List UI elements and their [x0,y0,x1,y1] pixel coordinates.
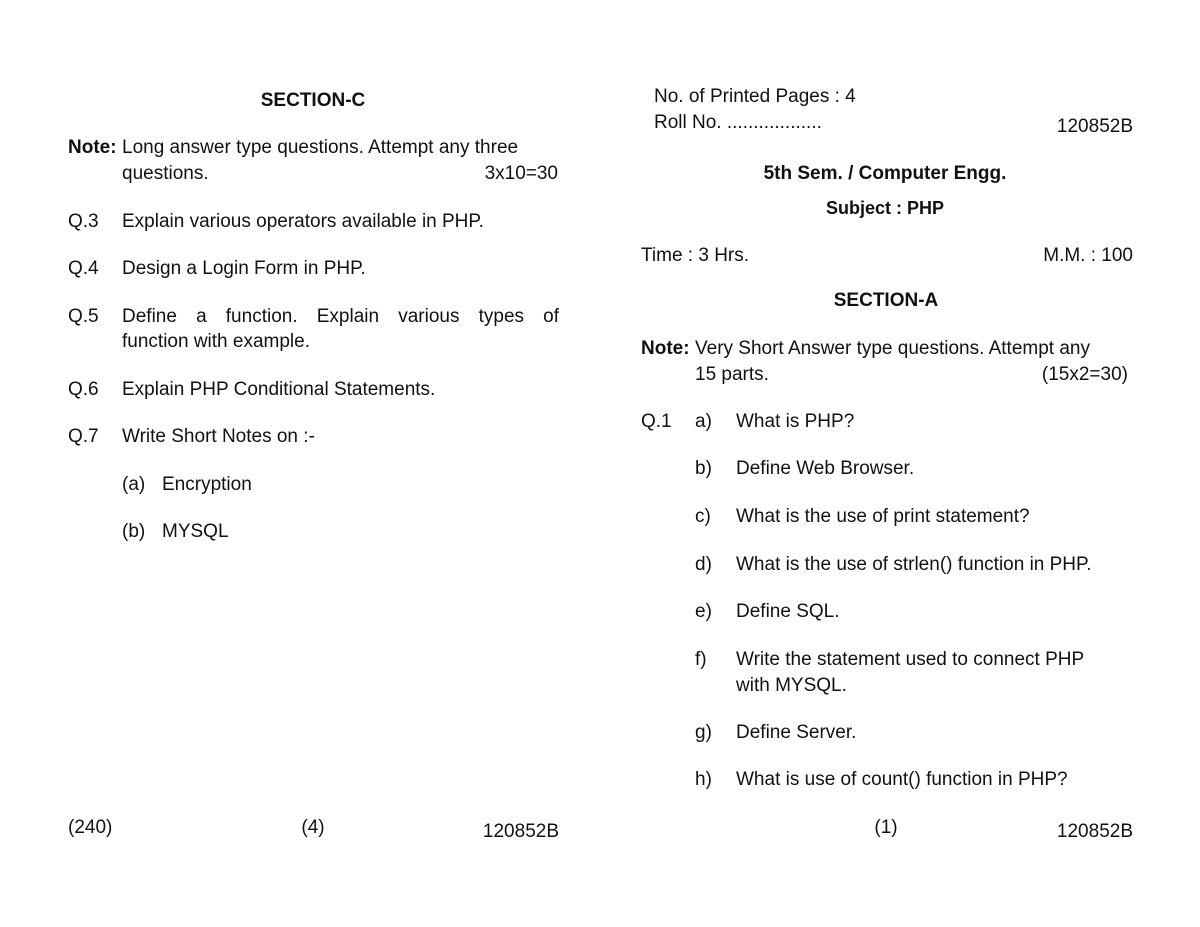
footer-page-number: (4) [301,817,325,838]
part-label: b) [695,458,712,479]
printed-pages: No. of Printed Pages : 4 [654,86,856,107]
footer-code: 120852B [1056,821,1133,842]
question-text-cont: function with example. [122,331,310,352]
note-text: Very Short Answer type questions. Attempt any [695,338,1090,359]
subpart-text: MYSQL [162,521,229,542]
semester-title: 5th Sem. / Computer Engg. [763,163,1007,184]
question-number: Q.1 [641,411,672,432]
note-marks: 3x10=30 [484,163,558,184]
part-text: Define SQL. [736,601,840,622]
question-text: Define a function. Explain various types of [122,306,559,327]
part-label: g) [695,722,712,743]
note-text-cont: 15 parts. [695,364,769,385]
footer-left: (240) [68,817,113,838]
part-text: Write the statement used to connect PHP [736,649,1085,670]
question-text: Write Short Notes on :- [122,426,315,447]
note-text: Long answer type questions. Attempt any three [122,137,519,158]
part-label: f) [695,649,707,670]
subject-title: Subject : PHP [825,198,945,218]
note-marks: (15x2=30) [1041,364,1128,385]
part-text: What is the use of strlen() function in PHP. [736,554,1092,575]
part-text: Define Web Browser. [736,458,915,479]
paper-code: 120852B [1056,116,1133,137]
question-text: Explain various operators available in PHP. [122,211,484,232]
subpart-text: Encryption [162,474,252,495]
section-a-title: SECTION-A [833,290,939,311]
note-label: Note: [641,338,690,359]
part-label: h) [695,769,712,790]
question-number: Q.7 [68,426,99,447]
part-text: What is the use of print statement? [736,506,1030,527]
question-number: Q.6 [68,379,99,400]
part-text: Define Server. [736,722,857,743]
note-text-cont: questions. [122,163,209,184]
roll-no: Roll No. .................. [654,112,822,133]
section-c-title: SECTION-C [260,90,366,111]
question-number: Q.3 [68,211,99,232]
subpart-label: (a) [122,474,146,495]
part-text: What is use of count() function in PHP? [736,769,1068,790]
max-marks: M.M. : 100 [1043,245,1133,266]
time-allowed: Time : 3 Hrs. [641,245,750,266]
part-label: c) [695,506,711,527]
part-label: a) [695,411,712,432]
question-number: Q.5 [68,306,99,327]
part-label: d) [695,554,712,575]
footer-page-number: (1) [874,817,898,838]
part-label: e) [695,601,712,622]
part-text: What is PHP? [736,411,855,432]
subpart-label: (b) [122,521,146,542]
question-number: Q.4 [68,258,99,279]
part-text-cont: with MYSQL. [736,675,847,696]
question-text: Design a Login Form in PHP. [122,258,366,279]
note-label: Note: [68,137,117,158]
footer-code: 120852B [482,821,559,842]
question-text: Explain PHP Conditional Statements. [122,379,436,400]
